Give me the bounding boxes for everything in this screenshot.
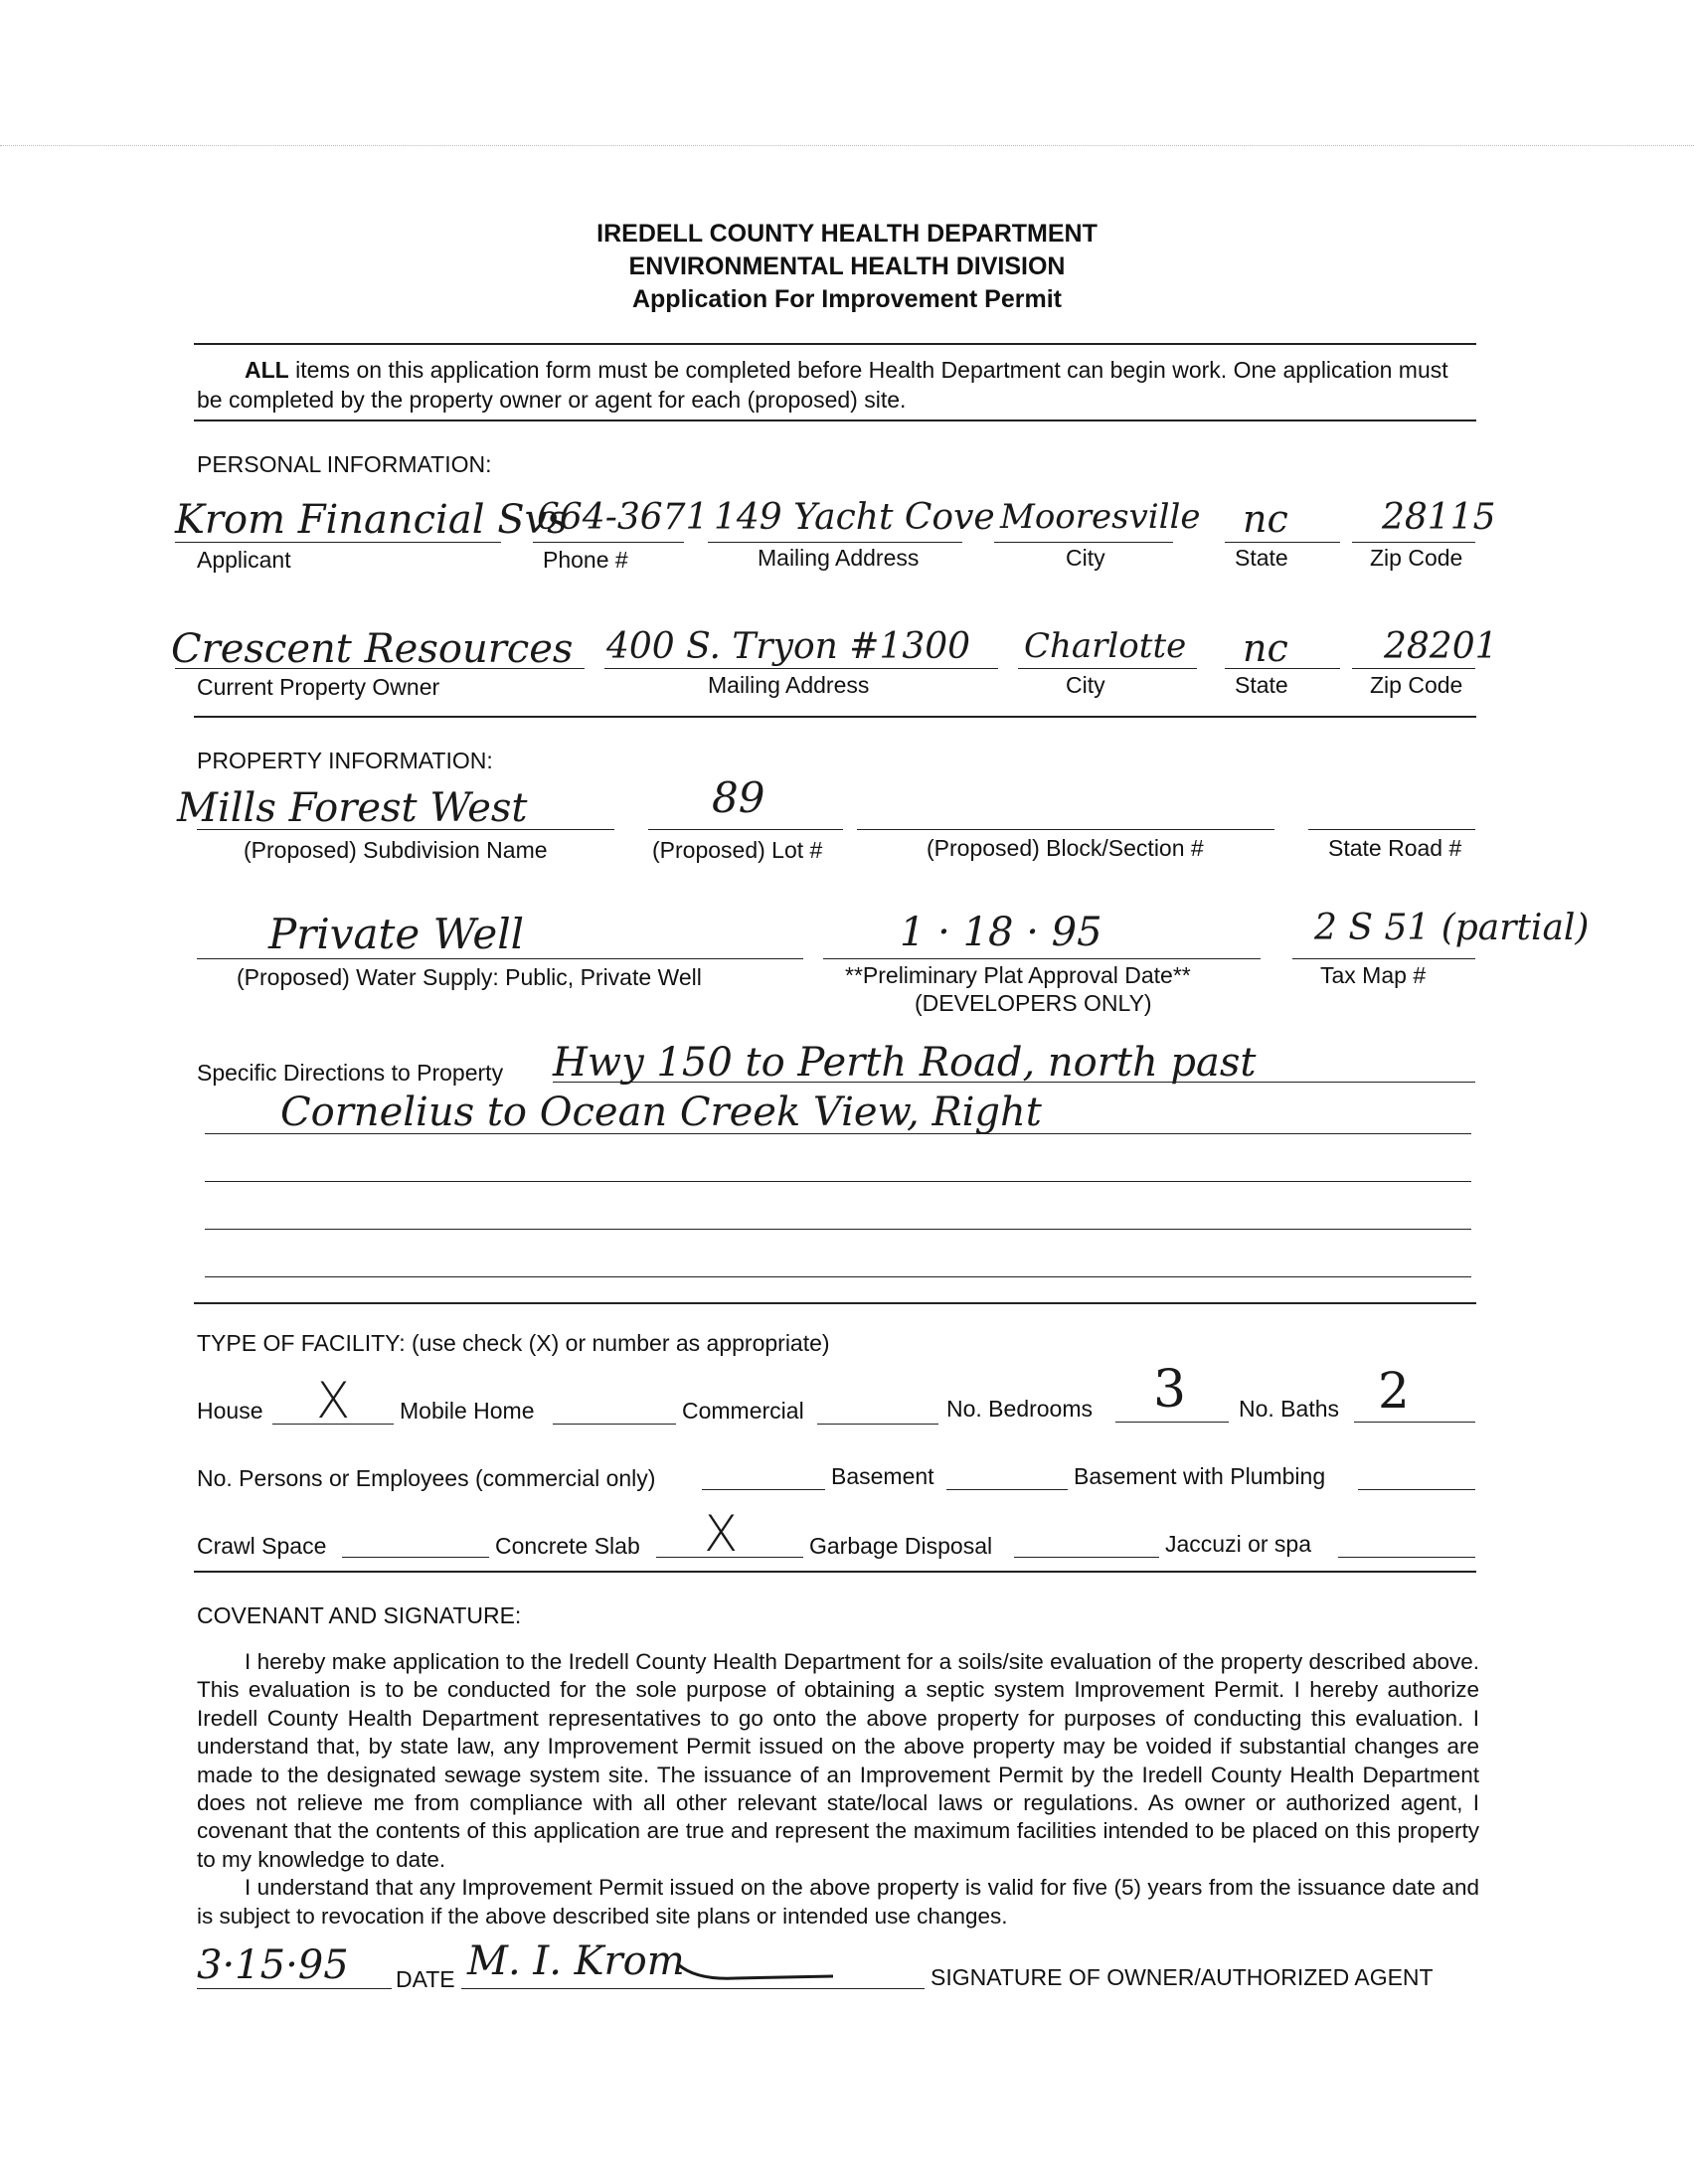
water-supply-value[interactable]: Private Well <box>268 910 525 958</box>
crawl-space-line <box>342 1557 489 1558</box>
signature-value[interactable]: M. I. Krom <box>467 1938 685 1984</box>
concrete-slab-check[interactable]: X <box>704 1505 739 1563</box>
directions-label: Specific Directions to Property <box>197 1060 504 1086</box>
applicant-address-value[interactable]: 149 Yacht Cove <box>714 497 995 538</box>
directions-line <box>553 1082 1475 1083</box>
signature-line <box>461 1988 925 1989</box>
jacuzzi-line <box>1338 1557 1475 1558</box>
applicant-zip-value[interactable]: 28115 <box>1382 497 1496 538</box>
covenant-heading: COVENANT AND SIGNATURE: <box>197 1602 522 1628</box>
mobile-home-line <box>553 1424 676 1425</box>
facility-heading: TYPE OF FACILITY: (use check (X) or number as appropriate) <box>197 1330 830 1356</box>
owner-zip-line <box>1352 668 1475 669</box>
garbage-disposal-line <box>1014 1557 1159 1558</box>
lot-value[interactable]: 89 <box>712 773 765 822</box>
owner-mailing-label: Mailing Address <box>708 672 870 698</box>
owner-city-line <box>1018 668 1197 669</box>
plat-note: (DEVELOPERS ONLY) <box>915 990 1152 1016</box>
garbage-disposal-label: Garbage Disposal <box>809 1533 993 1559</box>
road-label: State Road # <box>1328 835 1462 861</box>
owner-value[interactable]: Crescent Resources <box>171 626 574 672</box>
basement-plumbing-label: Basement with Plumbing <box>1074 1463 1326 1489</box>
applicant-value[interactable]: Krom Financial Svs <box>175 497 568 543</box>
owner-zip-value[interactable]: 28201 <box>1384 626 1498 667</box>
phone-label: Phone # <box>543 547 628 573</box>
phone-line <box>533 542 684 543</box>
basement-line <box>946 1489 1068 1490</box>
owner-address-value[interactable]: 400 S. Tryon #1300 <box>606 626 971 667</box>
covenant-paragraph-1: I hereby make application to the Iredell County Health Department for a soils/site evaluation of the property described above. This evaluation is to be conducted for the sole purpose of obtaining a septic system Improvement Permit. I hereby authorize Iredell County Health Department representatives to go onto the above property for purposes of conducting this evaluation. I understand that, by state law, any Improvement Permit issued on the above property may be voided if substantial changes are made to the designated sewage system site. The issuance of an Improvement Permit by the Iredell County Health Department does not relieve me from compliance with all other relevant state/local laws or regulations. As owner or authorized agent, I covenant that the contents of this application are true and represent the maximum facilities intended to be placed on this property to my knowledge to date. <box>197 1649 1479 1872</box>
block-line <box>857 829 1274 830</box>
divider <box>194 1571 1476 1573</box>
subdivision-label: (Proposed) Subdivision Name <box>244 837 548 863</box>
tax-map-label: Tax Map # <box>1320 962 1427 988</box>
mobile-home-label: Mobile Home <box>400 1398 535 1424</box>
signature-stroke <box>676 1958 835 1988</box>
zip-line <box>1352 542 1475 543</box>
persons-label: No. Persons or Employees (commercial only) <box>197 1465 656 1491</box>
form-title: Application For Improvement Permit <box>631 285 1062 313</box>
plat-label: **Preliminary Plat Approval Date** <box>845 962 1191 988</box>
house-check[interactable]: X <box>316 1372 351 1429</box>
directions-line <box>205 1229 1471 1230</box>
road-line <box>1308 829 1475 830</box>
bedrooms-label: No. Bedrooms <box>946 1396 1094 1422</box>
water-label: (Proposed) Water Supply: Public, Private Well <box>237 964 702 990</box>
lot-label: (Proposed) Lot # <box>652 837 823 863</box>
date-value[interactable]: 3·15·95 <box>197 1942 349 1988</box>
owner-city-value[interactable]: Charlotte <box>1024 626 1187 666</box>
property-info-heading: PROPERTY INFORMATION: <box>197 748 493 773</box>
subdivision-value[interactable]: Mills Forest West <box>177 785 528 831</box>
basement-plumbing-line <box>1358 1489 1475 1490</box>
city-line <box>994 542 1173 543</box>
water-line <box>197 958 803 959</box>
covenant-text <box>197 1648 1479 1931</box>
plat-line <box>823 958 1261 959</box>
date-line <box>197 1988 392 1989</box>
crawl-space-label: Crawl Space <box>197 1533 327 1559</box>
house-label: House <box>197 1398 263 1424</box>
bedrooms-value[interactable]: 3 <box>1153 1360 1187 1420</box>
city-label: City <box>1066 545 1105 571</box>
baths-line <box>1354 1422 1475 1423</box>
applicant-label: Applicant <box>197 547 291 573</box>
applicant-line <box>175 542 501 543</box>
signature-label: SIGNATURE OF OWNER/AUTHORIZED AGENT <box>931 1964 1434 1990</box>
applicant-city-value[interactable]: Mooresville <box>1000 497 1201 537</box>
date-label: DATE <box>396 1966 455 1992</box>
personal-info-heading: PERSONAL INFORMATION: <box>197 451 492 477</box>
owner-label: Current Property Owner <box>197 674 440 700</box>
basement-label: Basement <box>831 1463 934 1489</box>
block-label: (Proposed) Block/Section # <box>927 835 1204 861</box>
scan-edge-line <box>0 145 1694 146</box>
division-title: ENVIRONMENTAL HEALTH DIVISION <box>628 252 1066 280</box>
persons-line <box>702 1489 825 1490</box>
subdivision-line <box>197 829 614 830</box>
applicant-state-value[interactable]: nc <box>1243 497 1288 541</box>
owner-address-line <box>604 668 998 669</box>
jacuzzi-label: Jaccuzi or spa <box>1165 1531 1312 1557</box>
address-line <box>708 542 962 543</box>
owner-line <box>175 668 585 669</box>
mailing-label: Mailing Address <box>758 545 920 571</box>
divider <box>194 343 1476 345</box>
state-line <box>1225 542 1340 543</box>
owner-city-label: City <box>1066 672 1105 698</box>
covenant-paragraph-2: I understand that any Improvement Permit issued on the above property is valid for five (5) years from the issuance date and is subject to revocation if the above described site plans or intended use changes. <box>197 1875 1479 1929</box>
bedrooms-line <box>1115 1422 1229 1423</box>
directions-line1-value[interactable]: Hwy 150 to Perth Road, north past <box>553 1040 1257 1086</box>
applicant-phone-value[interactable]: 664-3671 <box>537 497 709 538</box>
directions-line <box>205 1133 1471 1134</box>
directions-line <box>205 1181 1471 1182</box>
state-label: State <box>1235 545 1288 571</box>
owner-zip-label: Zip Code <box>1370 672 1463 698</box>
directions-line <box>205 1276 1471 1277</box>
dept-title: IREDELL COUNTY HEALTH DEPARTMENT <box>596 220 1098 248</box>
owner-state-label: State <box>1235 672 1288 698</box>
divider <box>194 716 1476 718</box>
commercial-line <box>817 1424 938 1425</box>
baths-label: No. Baths <box>1239 1396 1339 1422</box>
divider <box>194 1302 1476 1304</box>
zip-label: Zip Code <box>1370 545 1463 571</box>
tax-map-value[interactable]: 2 S 51 (partial) <box>1314 908 1590 948</box>
plat-date-value[interactable]: 1 · 18 · 95 <box>900 910 1102 955</box>
commercial-label: Commercial <box>682 1398 804 1424</box>
baths-value[interactable]: 2 <box>1378 1362 1410 1420</box>
owner-state-line <box>1225 668 1340 669</box>
directions-line2-value[interactable]: Cornelius to Ocean Creek View, Right <box>280 1090 1042 1135</box>
owner-state-value[interactable]: nc <box>1243 626 1288 670</box>
concrete-slab-label: Concrete Slab <box>495 1533 640 1559</box>
tax-map-line <box>1292 958 1475 959</box>
divider <box>194 420 1476 421</box>
lot-line <box>648 829 843 830</box>
instructions: ALL items on this application form must be completed before Health Department can begin work. One application must be completed by the property owner or agent for each (proposed) site. <box>197 357 1448 413</box>
